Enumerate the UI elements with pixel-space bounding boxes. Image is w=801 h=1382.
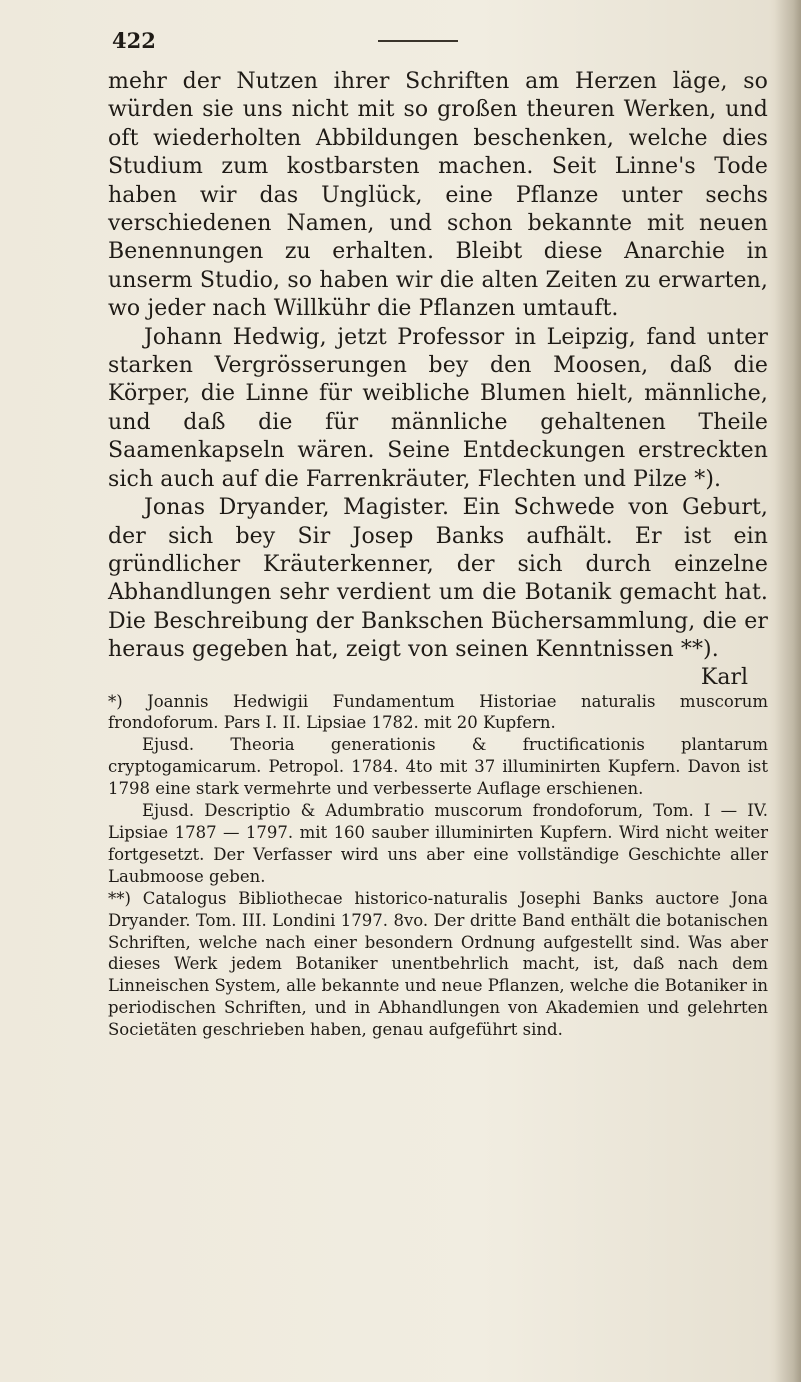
catchword: Karl [700, 664, 748, 690]
footnotes [108, 691, 768, 1042]
footnote-hedwig-descriptio: Ejusd. Descriptio & Adumbratio muscorum frondoforum, Tom. I — IV. Lipsiae 1787 — 1797. mit 160 sauber illuminirten Kupfern. Wird nicht weiter fortgesetzt. Der Verfasser wird uns aber eine vollständige Geschichte aller Laubmoose geben. [108, 801, 768, 886]
footnote-hedwig-fundamentum: *) Joannis Hedwigii Fundamentum Historiae naturalis muscorum frondoforum. Pars I. II. Lipsiae 1782. mit 20 Kupfern. [108, 691, 768, 733]
header-rule [378, 40, 458, 42]
main-text [108, 68, 768, 665]
footnote-hedwig-theoria: Ejusd. Theoria generationis & fructificationis plantarum cryptogamicarum. Petropol. 1784. 4to mit 37 illuminirten Kupfern. Davon ist 1798 eine stark vermehrte und verbesserte Auflage erschienen. [108, 735, 768, 799]
paragraph-continuation: mehr der Nutzen ihrer Schriften am Herzen läge, so würden sie uns nicht mit so großen theuren Werken, und oft wiederholten Abbildungen beschenken, welche dies Studium zum kostbarsten machen. Seit Linne's Tode haben wir das Unglück, eine Pflanze unter sechs verschiedenen Namen, und schon bekannte mit neuen Benennungen zu erhalten. Bleibt diese Anarchie in unserm Studio, so haben wir die alten Zeiten zu erwarten, wo jeder nach Willkühr die Pflanzen umtauft. [108, 69, 768, 322]
page-content [108, 28, 768, 1041]
paragraph-hedwig: Johann Hedwig, jetzt Professor in Leipzig, fand unter starken Vergrösserungen bey den Moosen, daß die Körper, die Linne für weibliche Blumen hielt, männliche, und daß die für männliche gehaltenen Theile Saamenkapseln wären. Seine Entdeckungen erstreckten sich auch auf die Farrenkräuter, Flechten und Pilze *). [108, 324, 768, 492]
page-number: 422 [112, 28, 156, 53]
footnote-dryander-catalogus: **) Catalogus Bibliothecae historico-naturalis Josephi Banks auctore Jona Dryander. Tom. III. Londini 1797. 8vo. Der dritte Band enthält die botanischen Schriften, welche nach einer besondern Ordnung aufgestellt sind. Was aber dieses Werk jedem Botaniker unentbehrlich macht, ist, daß nach dem Linneischen System, alle bekannte und neue Pflanzen, welche die Botaniker in periodischen Schriften, und in Abhandlungen von Akademien und gelehrten Societäten geschrieben haben, genau aufgeführt sind. [108, 888, 768, 1040]
page-edge-shadow [775, 0, 801, 1382]
paragraph-dryander: Jonas Dryander, Magister. Ein Schwede von Geburt, der sich bey Sir Josep Banks aufhält. Er ist ein gründlicher Kräuterkenner, der sich durch einzelne Abhandlungen sehr verdient um die Botanik gemacht hat. Die Beschreibung der Bankschen Büchersammlung, die er heraus gegeben hat, zeigt von seinen Kenntnissen **). [108, 495, 768, 663]
page-header [108, 28, 768, 58]
